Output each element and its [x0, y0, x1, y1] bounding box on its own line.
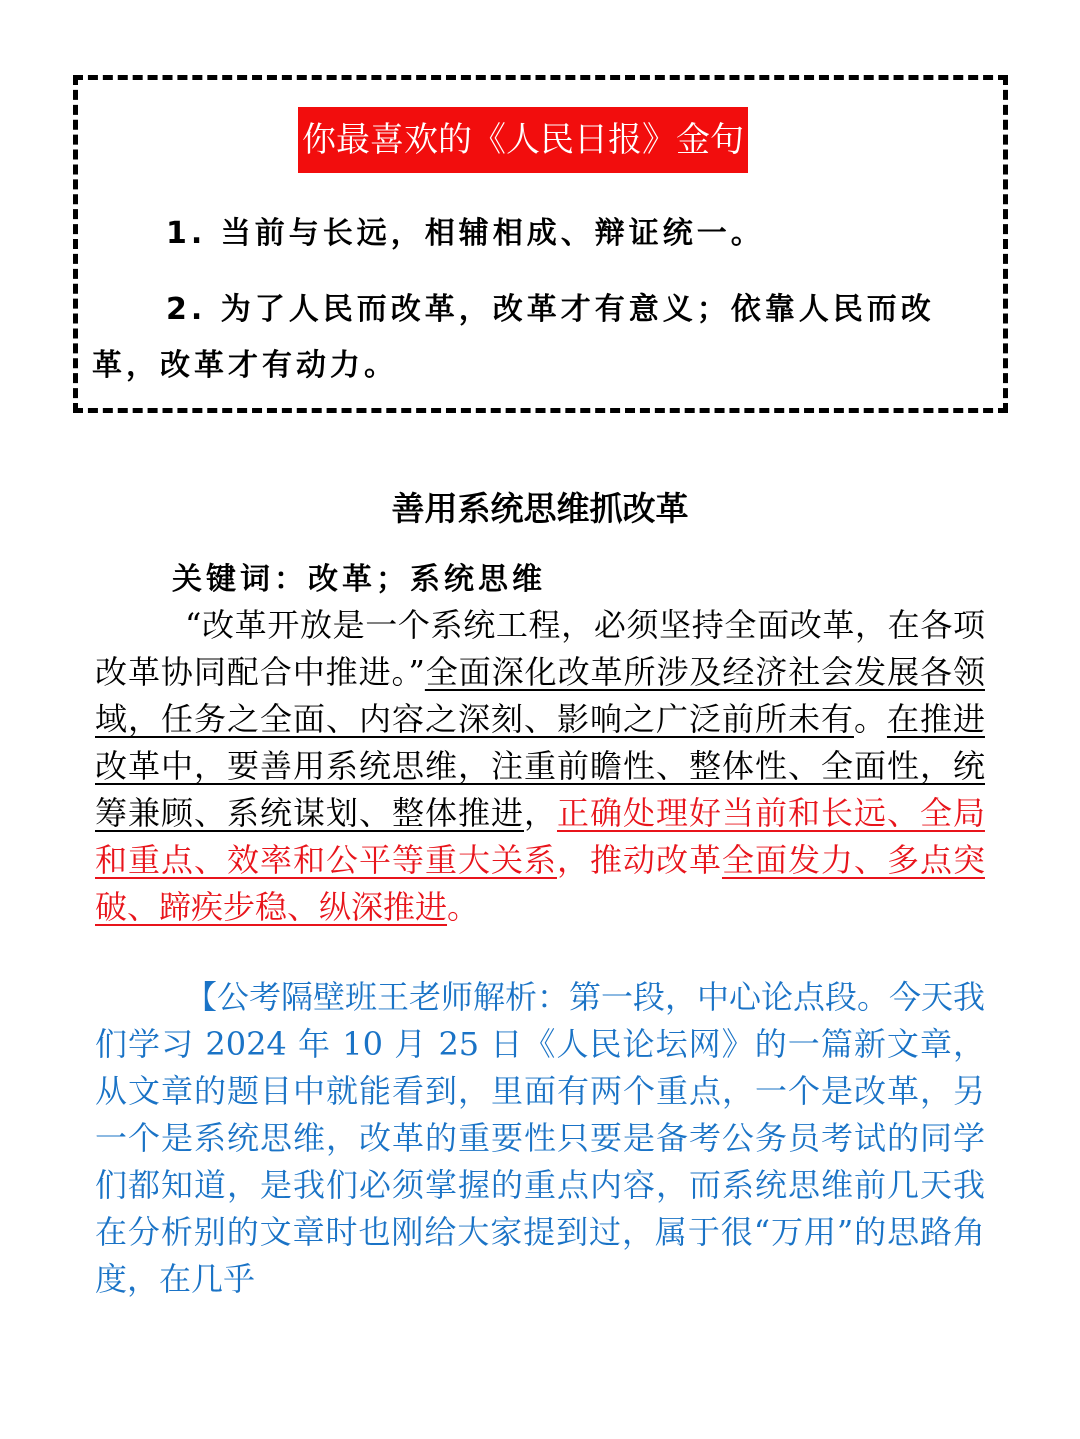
para1-red-underlined-2: 全面发力、多点突破、蹄疾步稳、纵深推进 [95, 841, 985, 926]
para1-punct-1: 。 [853, 700, 887, 738]
para1-underlined-2: 在推进改革中，要善用系统思维，注重前瞻性、整体性、全面性，统筹兼顾、系统谋划、整体推进 [95, 700, 985, 832]
quote-item-2: 2. 为了人民而改革，改革才有意义；依靠人民而改革，改革才有动力。 [92, 292, 935, 383]
quote-box-title: 你最喜欢的《人民日报》金句 [298, 107, 748, 173]
para1-red-text: ，推动改革 [556, 841, 722, 879]
para1-underlined-1: 全面深化改革所涉及经济社会发展各领域，任务之全面、内容之深刻、影响之广泛前所未有 [95, 653, 985, 738]
article-title: 善用系统思维抓改革 [391, 489, 689, 528]
article-paragraph-1 [95, 602, 985, 931]
para1-quote: “改革开放是一个系统工程，必须坚持全面改革，在各项改革协同配合中推进。” [95, 606, 985, 691]
analysis-paragraph: 【公考隔壁班王老师解析：第一段，中心论点段。今天我们学习 2024 年 10 月 25 日《人民论坛网》的一篇新文章，从文章的题目中就能看到，里面有两个重点，一个是改革，另一个是系统思维，改革的重要性只要是备考公务员考试的同学们都知道，是我们必须掌握的重点内容，而系统思维前几天我在分析别的文章时也刚给大家提到过，属于很“万用”的思路角度，在几乎 [95, 978, 986, 1298]
para1-red-underlined-1: 正确处理好当前和长远、全局和重点、效率和公平等重大关系 [95, 794, 985, 879]
para1-red-punct: 。 [447, 888, 480, 926]
quote-item-1: 1. 当前与长远，相辅相成、辩证统一。 [166, 216, 765, 251]
para1-punct-2: ， [523, 794, 557, 832]
article-keywords: 关键词：改革；系统思维 [172, 562, 546, 597]
